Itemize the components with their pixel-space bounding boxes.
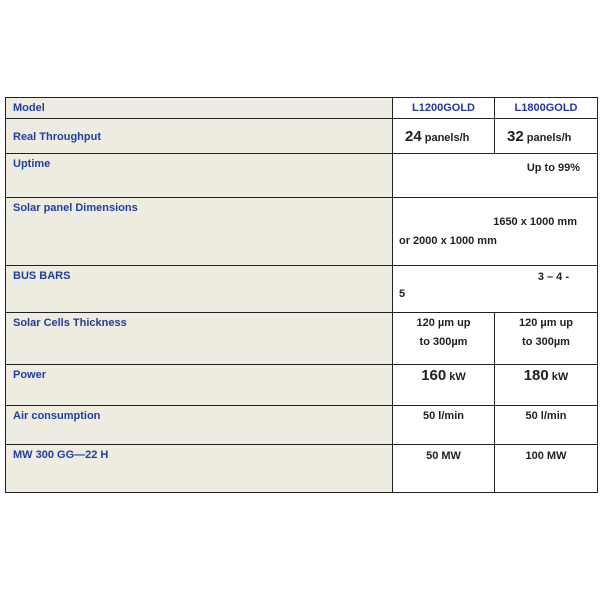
row-label-power: Power xyxy=(6,365,393,406)
table-row-uptime xyxy=(6,154,598,198)
power-l1800-value: 180 xyxy=(523,367,549,384)
row-label-dimensions: Solar panel Dimensions xyxy=(6,198,393,266)
row-label-air: Air consumption xyxy=(6,406,393,445)
throughput-l1200-value: 24 xyxy=(405,128,422,145)
thickness-l1200 xyxy=(393,313,495,365)
air-l1800: 50 l/min xyxy=(495,406,598,445)
table-row-mw xyxy=(6,445,598,493)
thickness-l1800-line-1: 120 µm up xyxy=(518,317,574,329)
header-model-label: Model xyxy=(6,98,393,119)
throughput-l1800-unit: panels/h xyxy=(526,132,572,144)
table-row-dimensions xyxy=(6,198,598,266)
uptime-value: Up to 99% xyxy=(526,162,580,174)
row-label-mw: MW 300 GG—22 H xyxy=(6,445,393,493)
mw-l1800: 100 MW xyxy=(495,445,598,493)
dimensions-line-1: 1650 x 1000 mm xyxy=(493,216,577,228)
busbars-value-cell xyxy=(393,266,598,313)
busbars-line-1: 3 – 4 - xyxy=(537,271,569,283)
thickness-l1200-line-1: 120 µm up xyxy=(416,317,471,329)
throughput-l1200-unit: panels/h xyxy=(424,132,470,144)
table-row-thickness xyxy=(6,313,598,365)
busbars-line-2: 5 xyxy=(399,288,406,300)
thickness-l1800-line-2: to 300µm xyxy=(522,336,570,348)
table-row-busbars xyxy=(6,266,598,313)
power-l1200-unit: kW xyxy=(449,371,466,383)
model-l1200-text: L1200GOLD xyxy=(412,102,475,114)
table-row-air xyxy=(6,406,598,445)
air-l1200: 50 l/min xyxy=(393,406,495,445)
header-model-l1200 xyxy=(393,98,495,119)
power-l1200 xyxy=(393,365,495,406)
model-l1800-text: L1800GOLD xyxy=(514,102,578,114)
uptime-value-cell xyxy=(393,154,598,198)
row-label-throughput: Real Throughput xyxy=(6,119,393,154)
throughput-l1800 xyxy=(495,119,598,154)
dimensions-value-cell xyxy=(393,198,598,266)
mw-l1200: 50 MW xyxy=(393,445,495,493)
row-label-uptime: Uptime xyxy=(6,154,393,198)
thickness-l1200-line-2: to 300µm xyxy=(419,336,468,348)
row-label-busbars: BUS BARS xyxy=(6,266,393,313)
dimensions-line-2: or 2000 x 1000 mm xyxy=(399,235,497,247)
spec-table xyxy=(5,97,598,493)
table-row-header xyxy=(6,98,598,119)
power-l1200-value: 160 xyxy=(421,367,447,384)
throughput-l1800-value: 32 xyxy=(507,128,524,145)
power-l1800-unit: kW xyxy=(551,371,569,383)
table-row-power xyxy=(6,365,598,406)
header-model-l1800 xyxy=(495,98,598,119)
row-label-thickness: Solar Cells Thickness xyxy=(6,313,393,365)
thickness-l1800 xyxy=(495,313,598,365)
throughput-l1200 xyxy=(393,119,495,154)
power-l1800 xyxy=(495,365,598,406)
table-row-throughput xyxy=(6,119,598,154)
